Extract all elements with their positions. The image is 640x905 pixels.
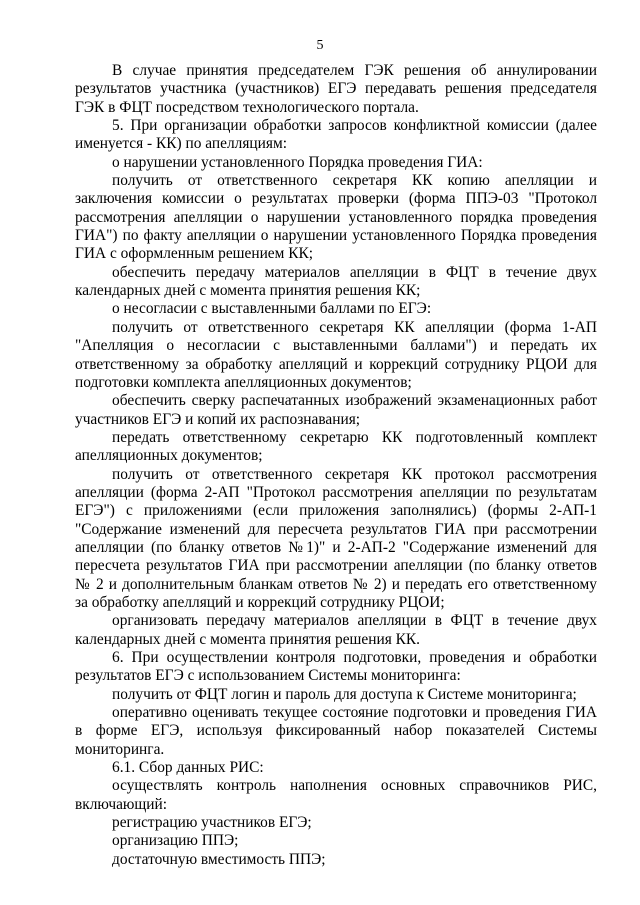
paragraph: о несогласии с выставленными баллами по ЕГЭ: — [112, 300, 432, 318]
document-body — [75, 62, 597, 869]
paragraph: достаточную вместимость ППЭ; — [112, 850, 326, 868]
paragraph: обеспечить передачу материалов апелляции в ФЦТ в течение двух календарных дней с момента принятия решения КК; — [75, 263, 597, 300]
paragraph: осуществлять контроль наполнения основных справочников РИС, включающий: — [75, 777, 597, 813]
paragraph: о нарушении установленного Порядка проведения ГИА: — [112, 153, 483, 171]
paragraph: В случае принятия председателем ГЭК решения об аннулировании результатов участника (участников) ЕГЭ передавать решения председателя ГЭК в ФЦТ посредством технологического портала. — [75, 62, 597, 116]
paragraph: организацию ППЭ; — [112, 832, 239, 850]
paragraph: получить от ответственного секретаря КК апелляции (форма 1-АП "Апелляция о несогласии с выставленными баллами") и передать их ответственному за обработку апелляций и коррекций сотруднику РЦОИ для подготовки комплекта апелляционных документов; — [75, 318, 597, 391]
paragraph: передать ответственному секретарю КК подготовленный комплект апелляционных документов; — [75, 428, 597, 465]
paragraph: 5. При организации обработки запросов конфликтной комиссии (далее именуется - КК) по апелляциям: — [75, 117, 597, 153]
paragraph: получить от ФЦТ логин и пароль для доступа к Системе мониторинга; — [112, 685, 577, 703]
paragraph: организовать передачу материалов апелляции в ФЦТ в течение двух календарных дней с момента принятия решения КК. — [75, 612, 597, 648]
paragraph: регистрацию участников ЕГЭ; — [112, 814, 312, 832]
paragraph: оперативно оценивать текущее состояние подготовки и проведения ГИА в форме ЕГЭ, используя фиксированный набор показателей Системы мониторинга. — [75, 704, 597, 758]
paragraph: получить от ответственного секретаря КК протокол рассмотрения апелляции (форма 2-АП "Протокол рассмотрения апелляции по результатам ЕГЭ") с приложениями (если приложения заполнялись) (формы 2-АП-1 "Содержание изменений для пересчета результатов ГИА при рассмотрении апелляции (по бланку ответов №1)" и 2-АП-2 "Содержание изменений для пересчета результатов ГИА при рассмотрении апелляции (по бланку ответов № 2 и дополнительным бланкам ответов № 2) и передать его ответственному за обработку апелляций и коррекций сотруднику РЦОИ; — [75, 465, 597, 611]
paragraph: 6. При осуществлении контроля подготовки, проведения и обработки результатов ЕГЭ с использованием Системы мониторинга: — [75, 649, 597, 685]
paragraph: обеспечить сверку распечатанных изображений экзаменационных работ участников ЕГЭ и копий их распознавания; — [75, 392, 597, 428]
paragraph: получить от ответственного секретаря КК копию апелляции и заключения комиссии о результатах проверки (форма ППЭ-03 "Протокол рассмотрения апелляции о нарушении установленного порядка проведения ГИА") по факту апелляции о нарушении установленного Порядка проведения ГИА с оформленным решением КК; — [75, 172, 597, 263]
page-number: 5 — [316, 38, 324, 53]
paragraph: 6.1. Сбор данных РИС: — [112, 759, 264, 777]
